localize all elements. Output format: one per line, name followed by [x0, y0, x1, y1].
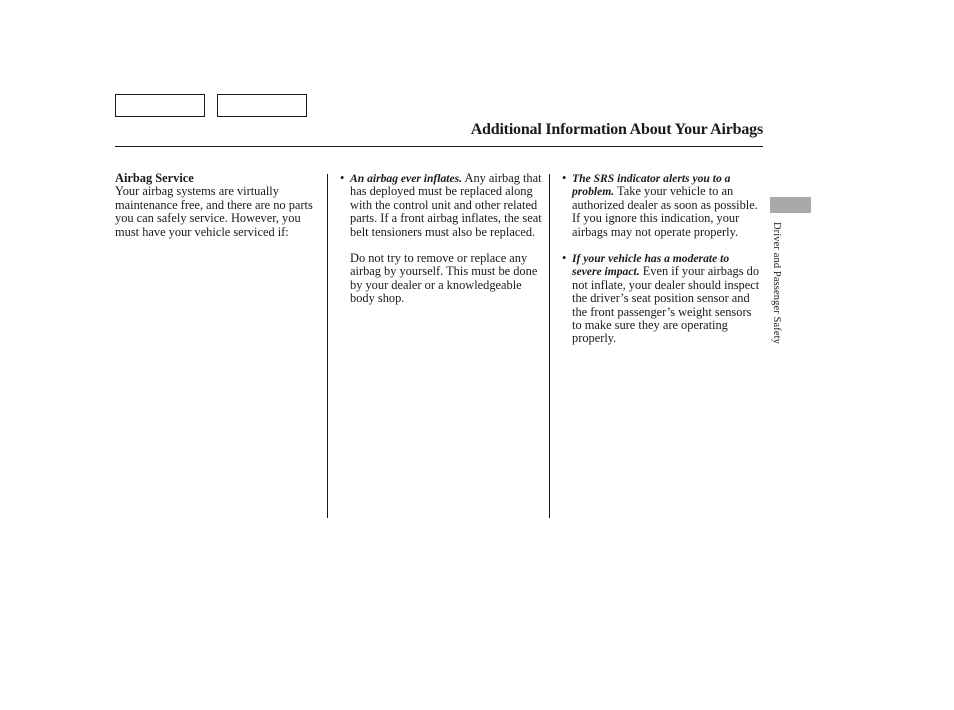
title-rule — [115, 146, 763, 147]
bullet-text: Even if your airbags do not inflate, your dealer should inspect the driver’s seat position sensor and the front passenger’s weight sensors to make sure they are operating properly. — [572, 264, 760, 346]
bullet-lead: The SRS indicator alerts you to a problem. — [572, 172, 731, 199]
list-item — [340, 172, 544, 239]
bullet-icon: • — [340, 171, 345, 185]
service-intro-text: Your airbag systems are virtually maintenance free, and there are no parts you can safely service. However, you must have your vehicle serviced if: — [115, 184, 313, 239]
column-divider — [327, 174, 328, 518]
nav-button-next[interactable] — [217, 94, 307, 117]
bullet-text: Any airbag that has deployed must be replaced along with the control unit and other related parts. If a front airbag inflates, the seat belt tensioners must also be replaced. — [350, 171, 542, 239]
section-tab-marker — [770, 197, 811, 213]
list-item — [562, 252, 760, 346]
bullet-lead: An airbag ever inflates. — [350, 172, 463, 185]
nav-button-previous[interactable] — [115, 94, 205, 117]
column-divider — [549, 174, 550, 518]
list-item — [562, 172, 760, 239]
bullet-lead: If your vehicle has a moderate to severe impact. — [572, 252, 730, 279]
column-indicators — [562, 172, 760, 359]
bullet-icon: • — [562, 251, 567, 266]
column-airbag-service — [115, 172, 321, 252]
column-inflation — [340, 172, 544, 319]
bullet-text: Take your vehicle to an authorized dealer as soon as possible. If you ignore this indication, your airbags may not operate properly. — [572, 184, 758, 239]
page-title: Additional Information About Your Airbags — [470, 121, 763, 138]
warning-paragraph: Do not try to remove or replace any airbag by yourself. This must be done by your dealer or a knowledgeable body shop. — [350, 251, 538, 306]
bullet-icon: • — [562, 171, 567, 185]
section-heading: Airbag Service — [115, 171, 194, 185]
section-side-label: Driver and Passenger Safety — [771, 222, 782, 344]
